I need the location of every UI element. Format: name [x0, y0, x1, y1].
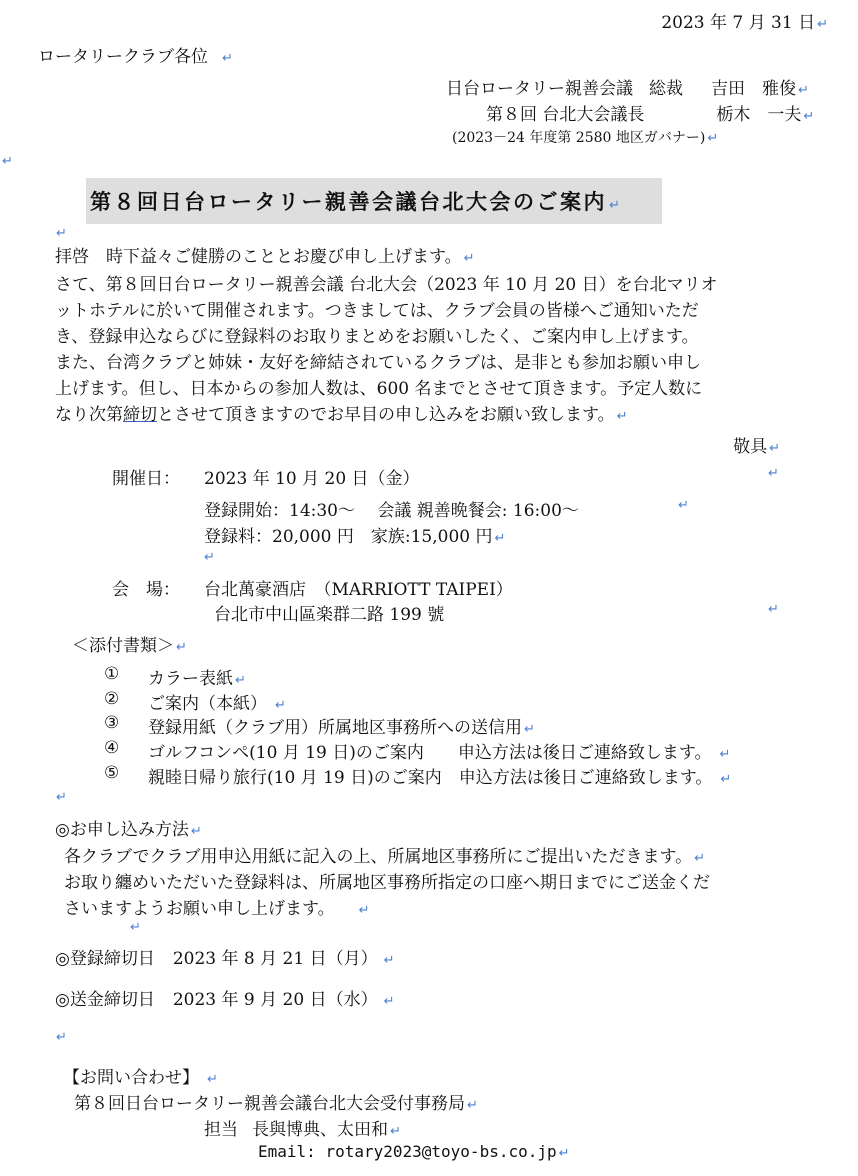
body-line: 上げます。但し、日本からの参加人数は、600 名までとさせて頂きます。予定人数に [55, 379, 703, 399]
application-line: お取り纏めいただいた登録料は、所属地区事務所指定の口座へ期日までにご送金くだ [64, 873, 710, 893]
paragraph-mark: ↵ [678, 498, 689, 513]
venue-address: 台北市中山區楽群二路 199 號 [214, 605, 445, 625]
contact-heading: 【お問い合わせ】 ↵ [63, 1068, 218, 1088]
letter-date: 2023 年 7 月 31 日 ↵ [661, 13, 828, 33]
application-line: さいますようお願い申し上げます。 ↵ [64, 899, 370, 919]
contact-email: Email: rotary2023@toyo-bs.co.jp ↵ [258, 1142, 570, 1161]
venue-name: 台北萬豪酒店 （MARRIOTT TAIPEI） [204, 580, 513, 600]
body-text [55, 244, 775, 430]
body-line: き、登録申込ならびに登録料のお取りまとめをお願いしたく、ご案内申し上げます。 [55, 327, 699, 347]
venue-label: 会 場： [112, 580, 180, 600]
application-line: 各クラブでクラブ用申込用紙に記入の上、所属地区事務所にご提出いただきます。 ↵ [64, 847, 706, 867]
governor-note: (2023－24 年度第 2580 地区ガバナー) ↵ [452, 130, 719, 146]
paragraph-mark: ↵ [2, 154, 13, 169]
paragraph-mark: ↵ [130, 920, 141, 935]
event-registration-times: 登録開始：14:30～ 会議 親善晩餐会: 16:00～ [204, 501, 579, 521]
paragraph-mark: ↵ [768, 466, 779, 481]
attachment-item: ③ 登録用紙（クラブ用）所属地区事務所への送信用 ↵ [104, 713, 535, 738]
paragraph-mark: ↵ [56, 790, 67, 805]
document-title: 第８回日台ロータリー親善会議台北大会のご案内 ↵ [90, 189, 623, 214]
body-line: 拝啓 時下益々ご健勝のこととお慶び申し上げます。 ↵ [55, 247, 475, 267]
closing: 敬具 ↵ [733, 437, 780, 457]
registration-deadline: ◎登録締切日 2023 年 8 月 21 日（月） ↵ [55, 949, 395, 969]
application-heading: ◎お申し込み方法 ↵ [55, 820, 202, 840]
body-line: また、台湾クラブと姉妹・友好を締結されているクラブは、是非とも参加お願い申し [55, 353, 701, 373]
addressee: ロータリークラブ各位 ↵ [38, 47, 233, 67]
attachment-item: ① カラー表紙 ↵ [104, 664, 246, 689]
attachment-item: ④ ゴルフコンペ(10 月 19 日)のご案内 申込方法は後日ご連絡致します。 ↵ [104, 738, 731, 763]
paragraph-mark: ↵ [56, 226, 67, 241]
attachment-item: ② ご案内（本紙） ↵ [104, 689, 286, 714]
body-line: ットホテルに於いて開催されます。つきましては、クラブ会員の皆様へご通知いただ [55, 301, 699, 321]
body-line: なり次第締切とさせて頂きますのでお早目の申し込みをお願い致します。 ↵ [55, 405, 628, 425]
contact-office: 第８回日台ロータリー親善会議台北大会受付事務局 ↵ [74, 1094, 478, 1114]
sender-1: 日台ロータリー親善会議 総裁 吉田 雅俊 ↵ [446, 79, 809, 99]
event-date: 2023 年 10 月 20 日（金） [204, 469, 420, 489]
body-line: さて、第８回日台ロータリー親善会議 台北大会（2023 年 10 月 20 日）を台北マリオ [55, 275, 718, 295]
email-address[interactable]: rotary2023@toyo-bs.co.jp [325, 1142, 557, 1161]
contact-staff: 担当 長與博典、太田和 ↵ [204, 1120, 401, 1140]
attachments-heading: ＜添付書類＞ ↵ [72, 636, 187, 656]
paragraph-mark: ↵ [56, 1030, 67, 1045]
event-date-label: 開催日： [112, 469, 180, 489]
event-fees: 登録料：20,000 円 家族:15,000 円 ↵ [204, 527, 506, 547]
payment-deadline: ◎送金締切日 2023 年 9 月 20 日（水） ↵ [55, 990, 395, 1010]
paragraph-mark: ↵ [768, 602, 779, 617]
attachment-item: ⑤ 親睦日帰り旅行(10 月 19 日)のご案内 申込方法は後日ご連絡致します。 ↵ [104, 763, 732, 788]
paragraph-mark: ↵ [204, 550, 215, 565]
sender-2: 第８回 台北大会議長 栃木 一夫 ↵ [486, 105, 815, 125]
